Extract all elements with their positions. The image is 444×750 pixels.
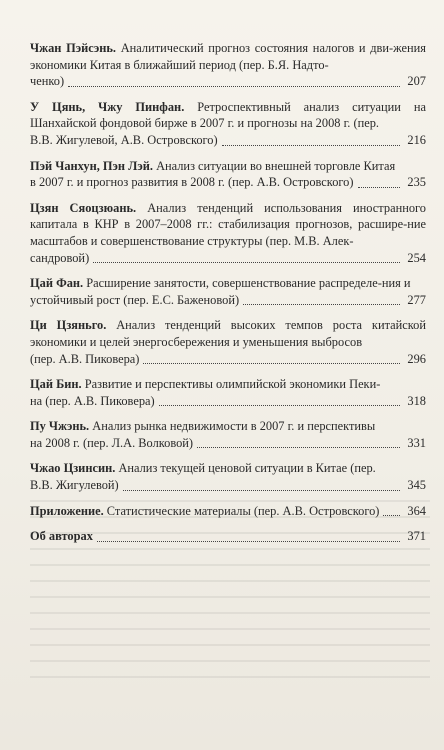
page-number: 371 xyxy=(407,529,426,544)
entry-author: Пу Чжэнь. xyxy=(30,419,90,434)
page-number: 318 xyxy=(407,393,426,408)
entry-author: Чжао Цзинсин. xyxy=(30,461,116,476)
entry-title: Аналитический прогноз состояния налогов и дви-жения экономики Китая в ближайший период (пер. Б.Я. Надто- xyxy=(30,41,427,72)
page-number: 207 xyxy=(407,74,426,89)
dot-leader xyxy=(197,446,400,448)
page-number: 235 xyxy=(407,175,426,190)
entry-title: Анализ текущей ценовой ситуации в Китае (пер. xyxy=(115,461,376,476)
entry-title: Расширение занятости, совершенствование распределе-ния и xyxy=(83,276,411,291)
page-number: 296 xyxy=(407,351,426,366)
dot-leader xyxy=(243,303,400,305)
dot-leader xyxy=(159,404,400,406)
entry-title-end: ченко) xyxy=(30,74,65,89)
entry-title-end: на 2008 г. (пер. Л.А. Волковой) xyxy=(30,435,194,450)
entry-title-end: устойчивый рост (пер. Е.С. Баженовой) xyxy=(30,292,240,307)
entry-author: Цзян Сяоцзюань. xyxy=(30,200,137,215)
page-number: 216 xyxy=(407,132,426,147)
entry-title: Анализ рынка недвижимости в 2007 г. и перспективы xyxy=(89,419,376,434)
dot-leader xyxy=(97,540,400,542)
dot-leader xyxy=(143,362,400,364)
dot-leader xyxy=(222,144,400,146)
entry-title: Анализ тенденций использования иностранного капитала в КНР в 2007–2008 гг.: стабилизация прогнозов, расшире-ние масштабов и совершенствование структуры (пер. М.В. Алек- xyxy=(30,200,426,248)
dot-leader xyxy=(358,186,401,188)
toc-entry[interactable] xyxy=(30,200,426,266)
page-number: 364 xyxy=(407,503,426,518)
page-number: 345 xyxy=(407,478,426,493)
toc-entry[interactable] xyxy=(30,376,426,409)
appendix-text: Статистические материалы (пер. А.В. Островского) xyxy=(103,503,380,518)
toc-entry[interactable] xyxy=(30,418,426,451)
dot-leader xyxy=(93,261,400,263)
entry-title-end: (пер. А.В. Пиковера) xyxy=(30,351,140,366)
page-number: 277 xyxy=(407,292,426,307)
toc-entry[interactable] xyxy=(30,317,426,367)
dot-leader xyxy=(123,489,400,491)
table-of-contents xyxy=(30,40,426,554)
toc-entry-authors[interactable] xyxy=(30,528,426,545)
toc-entry[interactable] xyxy=(30,99,426,149)
entry-author: У Цянь, Чжу Пинфан. xyxy=(30,99,185,114)
toc-entry-appendix[interactable] xyxy=(30,503,426,520)
toc-entry[interactable] xyxy=(30,275,426,308)
entry-author: Чжан Пэйсэнь. xyxy=(30,41,117,55)
entry-title: Анализ ситуации во внешней торговле Китая xyxy=(152,158,396,173)
entry-title-end: сандровой) xyxy=(30,250,90,265)
authors-title: Об авторах xyxy=(30,529,93,544)
entry-title-end: В.В. Жигулевой) xyxy=(30,478,119,493)
page-number: 331 xyxy=(407,435,426,450)
entry-title-end: в 2007 г. и прогноз развития в 2008 г. (пер. А.В. Островского) xyxy=(30,175,354,190)
entry-title: Анализ тенденций высоких темпов роста китайской экономики и целей энергосбережения и уменьшения выбросов xyxy=(30,318,426,349)
toc-entry[interactable] xyxy=(30,460,426,493)
entry-title-end: на (пер. А.В. Пиковера) xyxy=(30,393,155,408)
dot-leader xyxy=(383,514,400,516)
entry-title-end: В.В. Жигулевой, А.В. Островского) xyxy=(30,132,218,147)
toc-entry[interactable] xyxy=(30,40,426,90)
entry-author: Цай Фан. xyxy=(30,276,84,291)
entry-author: Пэй Чанхун, Пэн Лэй. xyxy=(30,158,153,173)
appendix-title: Приложение. xyxy=(30,503,104,518)
entry-title: Ретроспективный анализ ситуации на Шанхайской фондовой бирже в 2007 г. и прогнозы на 2008 г. (пер. xyxy=(30,99,426,131)
dot-leader xyxy=(68,85,400,87)
entry-author: Цай Бин. xyxy=(30,377,82,392)
page-number: 254 xyxy=(407,250,426,265)
entry-title: Развитие и перспективы олимпийской экономики Пеки- xyxy=(81,377,381,392)
entry-author: Ци Цзяньго. xyxy=(30,318,107,333)
toc-entry[interactable] xyxy=(30,158,426,191)
